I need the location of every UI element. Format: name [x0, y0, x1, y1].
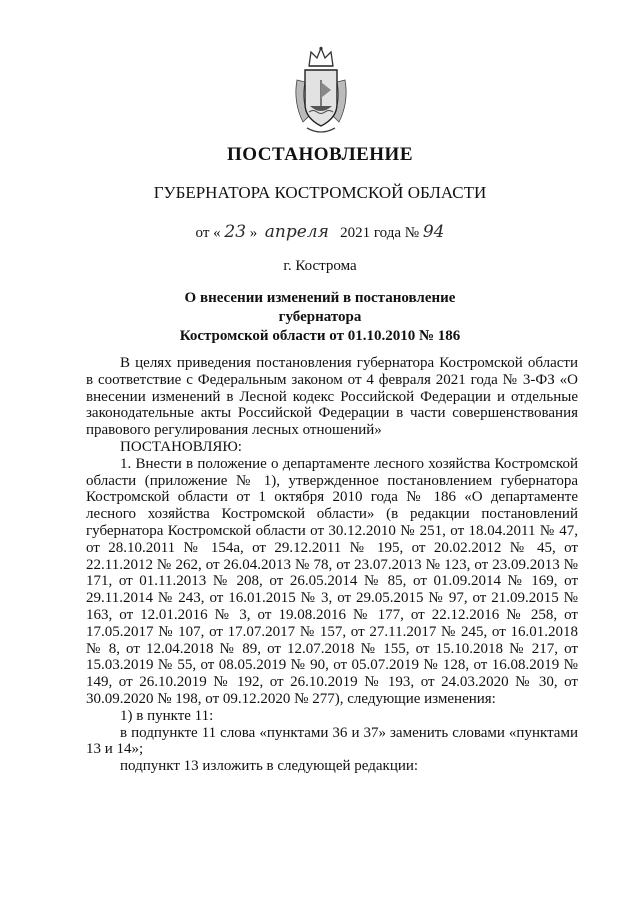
date-line [0, 222, 640, 242]
year-text: 2021 года № [340, 225, 420, 241]
subitem-1-next: подпункт 13 изложить в следующей редакции: [120, 758, 419, 775]
document-title: ПОСТАНОВЛЕНИЕ [226, 144, 414, 165]
decree-word: ПОСТАНОВЛЯЮ: [120, 438, 242, 455]
item-1-paragraph: 1. Внести в положение о департаменте лесного хозяйства Костромской области (приложение № 1), утвержденное постановлением губернатора Костромской области от 1 октября 2010 года № 186 «О департаменте лесного хозяйства Костромской области» (в редакции постановлений губернатора Костромской области от 30.12.2010 № 251, от 18.04.2011 № 47, от 28.10.2011 № 154а, от 29.12.2011 № 195, от 20.02.2012 № 45, от 22.11.2012 № 262, от 26.04.2013 № 78, от 23.07.2013 № 123, от 23.09.2013 № 171, от 01.11.2013 № 208, от 26.05.2014 № 85, от 01.09.2014 № 169, от 29.11.2014 № 243, от 16.01.2015 № 3, от 29.05.2015 № 97, от 21.09.2015 № 163, от 12.01.2016 № 3, от 19.08.2016 № 177, от 22.12.2016 № 258, от 17.05.2017 № 107, от 17.07.2017 № 157, от 27.11.2017 № 245, от 16.01.2018 № 8, от 12.04.2018 № 89, от 12.07.2018 № 155, от 15.10.2018 № 217, от 15.03.2019 № 55, от 08.05.2019 № 90, от 05.07.2019 № 128, от 16.08.2019 № 149, от 26.10.2019 № 192, от 26.10.2019 № 193, от 24.03.2020 № 30, от 30.09.2020 № 198, от 09.12.2020 № 277), следующие изменения: [86, 455, 578, 707]
preamble-paragraph: В целях приведения постановления губернатора Костромской области в соответствие с Федеральным законом от 4 февраля 2021 года № 3-ФЗ «О внесении изменений в Лесной кодекс Российской Федерации и отдельные законодательные акты Российской Федерации в части совершенствования правового регулирования лесных отношений» [86, 355, 578, 439]
handwritten-number: 94 [422, 222, 445, 242]
handwritten-month: апреля [264, 222, 329, 242]
subject-line-1: О внесении изменений в постановление губернатора [184, 290, 456, 325]
subject-line-2: Костромской области от 01.10.2010 № 186 [179, 328, 461, 344]
subitem-1-heading: 1) в пункте 11: [120, 707, 214, 724]
subitem-1-text: в подпункте 11 слова «пунктами 36 и 37» заменить словами «пунктами 13 и 14»; [86, 724, 578, 758]
city-line: г. Кострома [283, 258, 357, 274]
coat-of-arms-emblem [289, 46, 353, 136]
document-subject [150, 289, 490, 346]
date-mid: » [249, 225, 258, 241]
document-subtitle: ГУБЕРНАТОРА КОСТРОМСКОЙ ОБЛАСТИ [153, 183, 487, 202]
handwritten-day: 23 [224, 222, 247, 242]
date-prefix: от « [195, 225, 221, 241]
document-body [86, 355, 578, 775]
